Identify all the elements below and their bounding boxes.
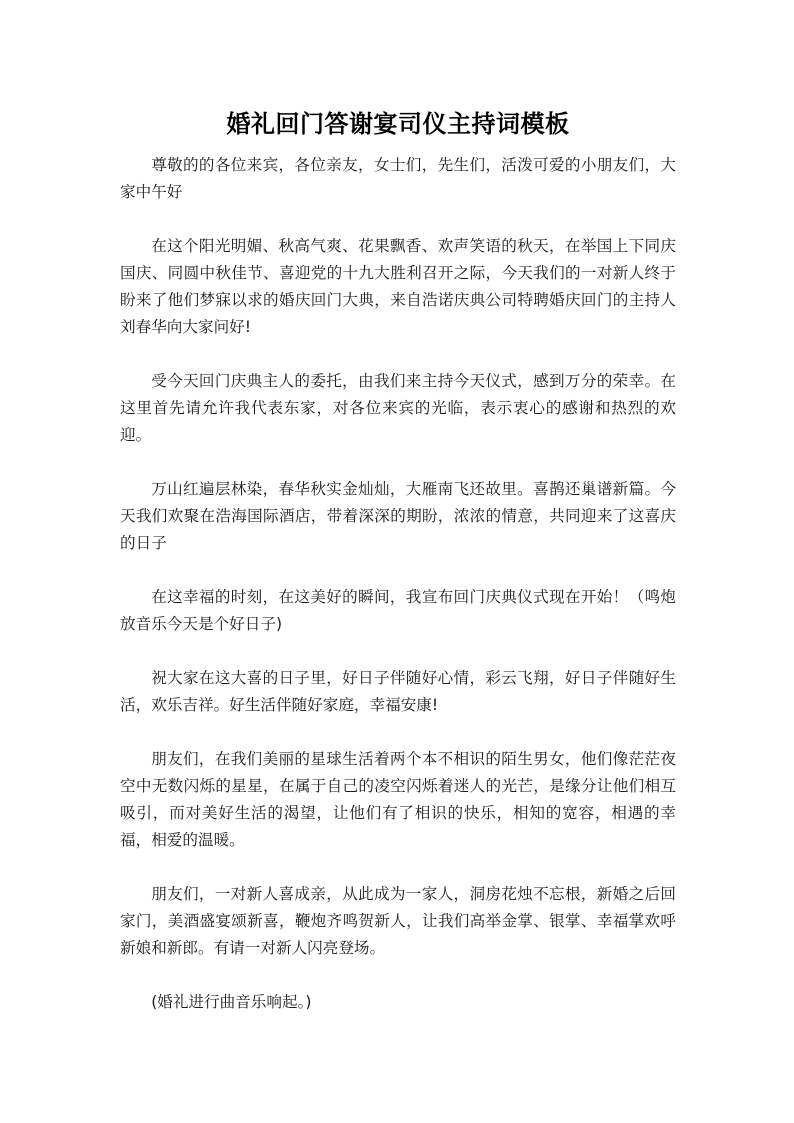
paragraph-fate: 朋友们，在我们美丽的星球生活着两个本不相识的陌生男女，他们像茫茫夜空中无数闪烁的星星，在属于自己的凌空闪烁着迷人的光芒，是缘分让他们相互吸引，而对美好生活的渴望，让他们有了相识的快乐，相知的宽容，相遇的幸福，相爱的温暖。 <box>120 750 676 849</box>
document-page <box>120 104 676 1043</box>
paragraph-newlyweds: 朋友们，一对新人喜成亲，从此成为一家人，洞房花烛不忘根，新婚之后回家门，美酒盛宴颂新喜，鞭炮齐鸣贺新人，让我们高举金掌、银掌、幸福掌欢呼新娘和新郎。有请一对新人闪亮登场。 <box>120 885 676 957</box>
paragraph-music-cue: (婚礼进行曲音乐响起。) <box>151 993 312 1011</box>
paragraph-opening: 在这个阳光明媚、秋高气爽、花果飘香、欢声笑语的秋天，在举国上下同庆国庆、同圆中秋佳节、喜迎党的十九大胜利召开之际，今天我们的一对新人终于盼来了他们梦寐以求的婚庆回门大典，来自浩诺庆典公司特聘婚庆回门的主持人刘春华向大家问好! <box>120 237 676 336</box>
paragraph-greeting: 尊敬的的各位来宾，各位亲友，女士们，先生们，活泼可爱的小朋友们，大家中午好 <box>120 156 676 201</box>
paragraph-welcome: 受今天回门庆典主人的委托，由我们来主持今天仪式，感到万分的荣幸。在这里首先请允许我代表东家，对各位来宾的光临，表示衷心的感谢和热烈的欢迎。 <box>120 372 676 444</box>
paragraph-ceremony-start: 在这幸福的时刻，在这美好的瞬间，我宣布回门庆典仪式现在开始！（鸣炮放音乐今天是个好日子) <box>120 588 676 633</box>
document-title: 婚礼回门答谢宴司仪主持词模板 <box>226 110 570 138</box>
paragraph-blessing: 祝大家在这大喜的日子里，好日子伴随好心情，彩云飞翔，好日子伴随好生活，欢乐吉祥。好生活伴随好家庭，幸福安康! <box>120 669 676 714</box>
paragraph-autumn: 万山红遍层林染，春华秋实金灿灿，大雁南飞还故里。喜鹊还巢谱新篇。今天我们欢聚在浩海国际酒店，带着深深的期盼，浓浓的情意，共同迎来了这喜庆的日子 <box>120 480 676 552</box>
